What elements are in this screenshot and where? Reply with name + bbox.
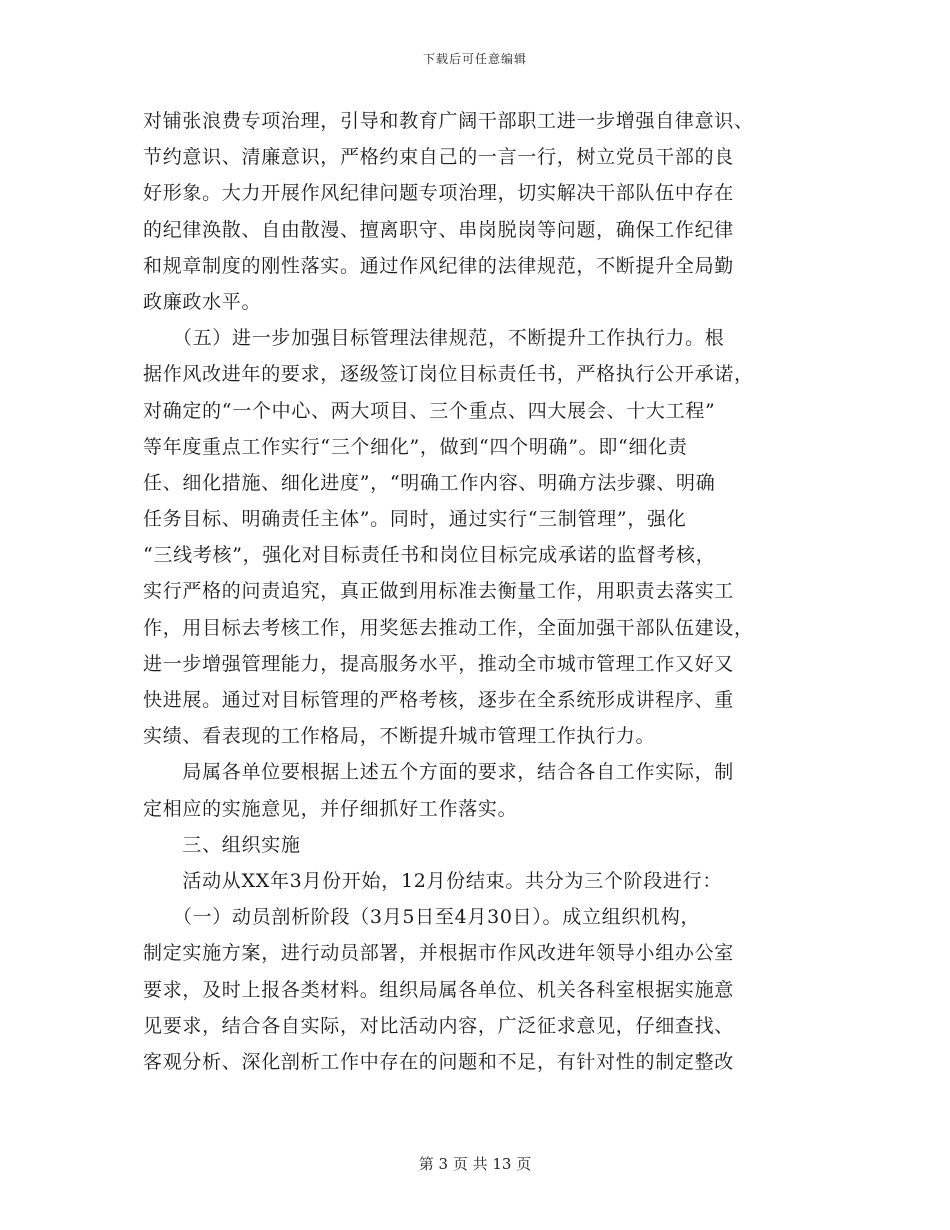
text-line: 和规章制度的刚性落实。通过作风纪律的法律规范，不断提升全局勤 (143, 254, 735, 277)
text-line: 任、细化措施、细化进度”，“明确工作内容、明确方法步骤、明确 (143, 471, 716, 494)
text-line: 政廉政水平。 (143, 290, 262, 313)
text-line: 作，用目标去考核工作，用奖惩去推动工作，全面加强干部队伍建设， (143, 616, 754, 639)
text-line: 客观分析、深化剖析工作中存在的问题和不足，有针对性的制定整改 (143, 1050, 735, 1073)
text-line: 实行严格的问责追究，真正做到用标准去衡量工作，用职责去落实工 (143, 580, 735, 603)
text-line: 对铺张浪费专项治理，引导和教育广阔干部职工进一步增强自律意识、 (143, 110, 754, 132)
text-line: 实绩、看表现的工作格局，不断提升城市管理工作执行力。 (143, 725, 656, 748)
page-footer: 第 3 页 共 13 页 (418, 1155, 532, 1173)
text-line: 局属各单位要根据上述五个方面的要求，结合各自工作实际，制 (143, 761, 735, 784)
text-line: 进一步增强管理能力，提高服务水平，推动全市城市管理工作又好又 (143, 652, 735, 675)
text-line: “三线考核”，强化对目标责任书和岗位目标完成承诺的监督考核， (143, 544, 716, 567)
text-line: 好形象。大力开展作风纪律问题专项治理，切实解决干部队伍中存在 (143, 182, 735, 205)
text-line: 见要求，结合各自实际，对比活动内容，广泛征求意见，仔细查找、 (143, 1014, 735, 1037)
text-line: 的纪律涣散、自由散漫、擅离职守、串岗脱岗等问题，确保工作纪律 (143, 218, 735, 241)
section-heading: 三、组织实施 (143, 833, 301, 856)
text-line: 活动从XX年3月份开始，12月份结束。共分为三个阶段进行： (143, 869, 723, 892)
text-line: 任务目标、明确责任主体”。同时，通过实行“三制管理”，强化 (143, 508, 687, 531)
text-line: 节约意识、清廉意识，严格约束自己的一言一行，树立党员干部的良 (143, 146, 735, 169)
document-body (143, 103, 808, 1080)
text-line: 据作风改进年的要求，逐级签订岗位目标责任书，严格执行公开承诺， (143, 363, 754, 386)
text-line: 对确定的“一个中心、两大项目、三个重点、四大展会、十大工程” (143, 399, 716, 422)
text-line: 快进展。通过对目标管理的严格考核，逐步在全系统形成讲程序、重 (143, 689, 735, 711)
text-line: 定相应的实施意见，并仔细抓好工作落实。 (143, 797, 518, 820)
text-line: 制定实施方案，进行动员部署，并根据市作风改进年领导小组办公室 (143, 942, 735, 965)
page-header: 下载后可任意编辑 (422, 52, 527, 66)
text-line: 等年度重点工作实行“三个细化”，做到“四个明确”。即“细化责 (143, 435, 688, 458)
text-line: （五）进一步加强目标管理法律规范，不断提升工作执行力。根 (143, 327, 725, 350)
text-line: 要求，及时上报各类材料。组织局属各单位、机关各科室根据实施意 (143, 978, 735, 1001)
text-line: （一）动员剖析阶段（3月5日至4月30日）。成立组织机构， (143, 906, 701, 929)
